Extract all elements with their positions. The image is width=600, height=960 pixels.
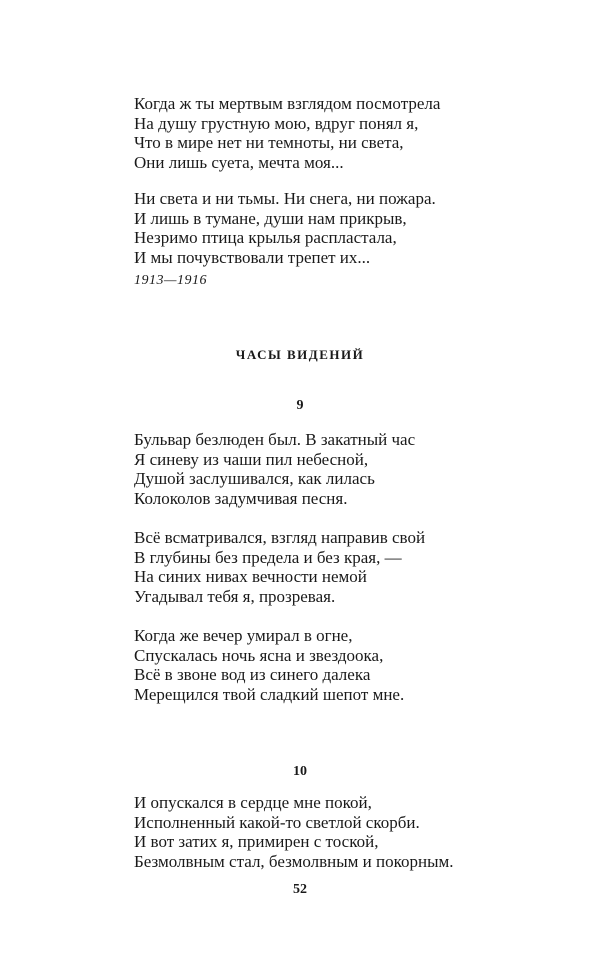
verse-line: В глубины без предела и без края, — <box>134 547 402 567</box>
poem-number-10: 10 <box>293 764 307 779</box>
verse-line: И мы почувствовали трепет их... <box>134 247 371 267</box>
poem-end-stanza-1 <box>134 94 554 172</box>
verse-line: Ни света и ни тьмы. Ни снега, ни пожара. <box>134 189 436 208</box>
verse-line: На душу грустную мою, вдруг понял я, <box>134 113 419 133</box>
verse-line: Всё в звоне вод из синего далека <box>134 665 371 684</box>
verse-line: Всё всматривался, взгляд направив свой <box>134 528 426 547</box>
verse-line: Они лишь суета, мечта моя... <box>134 152 344 172</box>
verse-line: Спускалась ночь ясна и звездоока, <box>134 645 384 665</box>
verse-line: Незримо птица крылья распластала, <box>134 228 397 247</box>
page-number: 52 <box>293 882 307 897</box>
verse-line: И опускался в сердце мне покой, <box>134 793 372 812</box>
verse-line: Душой заслушивался, как лилась <box>134 469 375 488</box>
section-title: ЧАСЫ ВИДЕНИЙ <box>235 347 365 362</box>
verse-line: Когда ж ты мертвым взглядом посмотрела <box>134 94 441 113</box>
verse-line: Мерещился твой сладкий шепот мне. <box>134 684 405 704</box>
verse-line: На синих нивах вечности немой <box>134 567 367 586</box>
verse-line: Когда же вечер умирал в огне, <box>134 626 353 645</box>
verse-line: Колоколов задумчивая песня. <box>134 488 348 508</box>
verse-line: Я синеву из чаши пил небесной, <box>134 449 369 469</box>
poem-date: 1913—1916 <box>134 273 207 288</box>
verse-line: Безмолвным стал, безмолвным и покорным. <box>134 851 454 871</box>
poem-number-9: 9 <box>296 398 304 413</box>
verse-line: Бульвар безлюден был. В закатный час <box>134 430 416 449</box>
poem-9-stanza-2 <box>134 528 554 606</box>
poem-10-stanza-1 <box>134 793 554 871</box>
poem-9-stanza-1 <box>134 430 554 508</box>
poem-9-stanza-3 <box>134 626 554 704</box>
verse-line: Что в мире нет ни темноты, ни света, <box>134 133 404 152</box>
verse-line: И лишь в тумане, души нам прикрыв, <box>134 208 407 228</box>
verse-line: Исполненный какой-то светлой скорби. <box>134 812 420 832</box>
poem-end-stanza-2 <box>134 189 554 267</box>
verse-line: И вот затих я, примирен с тоской, <box>134 832 379 851</box>
verse-line: Угадывал тебя я, прозревая. <box>134 586 336 606</box>
